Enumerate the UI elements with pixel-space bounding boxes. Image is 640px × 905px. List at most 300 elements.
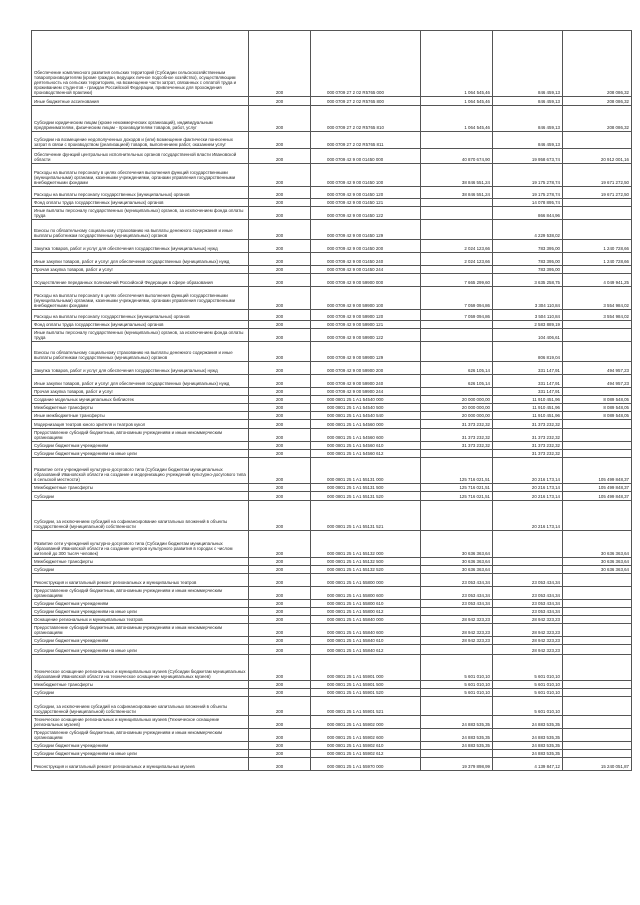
row-unexecuted-amount: 105 499 848,37 — [563, 458, 632, 484]
table-row — [32, 149, 632, 164]
row-description: Предоставление субсидий бюджетным, автономным учреждениям и иным некоммерческим организациям — [32, 624, 249, 637]
row-approved-amount — [421, 608, 493, 616]
row-budget-code: 000 0801 25 1 A1 54560 610 — [311, 442, 421, 450]
row-unexecuted-amount — [563, 450, 632, 458]
table-row — [32, 600, 632, 608]
row-approved-amount: 28 942 323,23 — [421, 616, 493, 624]
row-approved-amount: 20 000 000,00 — [421, 396, 493, 404]
row-executed-amount: 783 395,00 — [493, 253, 563, 266]
row-budget-code: 000 0801 25 1 A1 54560 000 — [311, 420, 421, 429]
table-row — [32, 655, 632, 681]
row-description: Межбюджетные трансферты — [32, 484, 249, 492]
row-line-code: 200 — [249, 362, 311, 375]
row-executed-amount: 31 373 232,32 — [493, 450, 563, 458]
row-unexecuted-amount — [563, 681, 632, 689]
table-row — [32, 742, 632, 750]
row-description: Субсидии — [32, 689, 249, 697]
row-line-code: 200 — [249, 531, 311, 558]
row-budget-code: 000 0801 25 1 A1 55800 610 — [311, 600, 421, 608]
row-line-code: 200 — [249, 716, 311, 729]
row-approved-amount — [421, 266, 493, 274]
row-executed-amount: 19 175 278,74 — [493, 187, 563, 199]
row-approved-amount: 30 636 363,64 — [421, 531, 493, 558]
row-budget-code: 000 0709 42 9 00 59900 122 — [311, 329, 421, 342]
row-approved-amount: 38 846 551,24 — [421, 187, 493, 199]
row-description: Развитие сети учреждений культурно-досугового типа (Субсидии бюджетам муниципальных образований Ивановской области на создание центров культурного развития в городах с числом жителей до 300 тысяч человек) — [32, 531, 249, 558]
row-line-code: 200 — [249, 199, 311, 207]
table-row — [32, 716, 632, 729]
table-row — [32, 492, 632, 501]
row-budget-code: 000 0801 25 1 A1 55800 612 — [311, 608, 421, 616]
row-approved-amount — [421, 697, 493, 716]
table-row — [32, 321, 632, 329]
row-unexecuted-amount: 20 912 001,16 — [563, 149, 632, 164]
row-budget-code: 000 0709 42 9 00 59900 000 — [311, 274, 421, 287]
row-executed-amount: 806 819,04 — [493, 342, 563, 362]
row-line-code: 200 — [249, 396, 311, 404]
row-executed-amount: 846 459,13 — [493, 132, 563, 149]
row-line-code: 200 — [249, 429, 311, 442]
row-description: Субсидии, за исключением субсидий на софинансирование капитальных вложений в объекты государственной (муниципальной) собственности — [32, 501, 249, 531]
row-approved-amount: 7 665 299,60 — [421, 274, 493, 287]
row-executed-amount: 11 910 451,96 — [493, 396, 563, 404]
table-row — [32, 442, 632, 450]
table-row — [32, 187, 632, 199]
row-budget-code: 000 0801 25 1 A1 55131 521 — [311, 501, 421, 531]
row-description: Прочая закупка товаров, работ и услуг — [32, 388, 249, 396]
row-unexecuted-amount: 208 086,32 — [563, 31, 632, 97]
table-row — [32, 616, 632, 624]
table-row — [32, 412, 632, 420]
row-budget-code: 000 0709 42 9 00 59900 121 — [311, 321, 421, 329]
table-row — [32, 310, 632, 321]
table-row — [32, 566, 632, 574]
row-executed-amount: 3 504 110,84 — [493, 310, 563, 321]
row-budget-code: 000 0709 42 9 00 59900 129 — [311, 342, 421, 362]
row-budget-code: 000 0801 25 1 A1 54540 540 — [311, 412, 421, 420]
row-description: Иные бюджетные ассигнования — [32, 97, 249, 106]
row-unexecuted-amount — [563, 574, 632, 587]
row-executed-amount: 24 883 535,35 — [493, 729, 563, 742]
row-executed-amount: 19 958 673,74 — [493, 149, 563, 164]
row-line-code: 200 — [249, 164, 311, 187]
row-budget-code: 000 0709 27 2 02 R5765 000 — [311, 31, 421, 97]
row-unexecuted-amount — [563, 342, 632, 362]
row-description: Взносы по обязательному социальному страхованию на выплаты денежного содержания и иные выплаты работникам государственных (муниципальных) органов — [32, 220, 249, 240]
row-executed-amount: 331 147,91 — [493, 375, 563, 388]
row-executed-amount: 20 216 173,14 — [493, 492, 563, 501]
row-approved-amount: 1 064 545,46 — [421, 97, 493, 106]
row-unexecuted-amount: 19 671 272,50 — [563, 164, 632, 187]
row-budget-code: 000 0801 25 1 A1 55902 610 — [311, 742, 421, 750]
row-budget-code: 000 0709 42 9 00 01450 120 — [311, 187, 421, 199]
row-line-code: 200 — [249, 501, 311, 531]
row-executed-amount: 20 216 173,14 — [493, 458, 563, 484]
row-unexecuted-amount — [563, 655, 632, 681]
table-row — [32, 106, 632, 132]
row-unexecuted-amount — [563, 624, 632, 637]
row-unexecuted-amount: 8 089 548,05 — [563, 396, 632, 404]
row-budget-code: 000 0801 25 1 A1 55840 610 — [311, 637, 421, 645]
row-line-code: 200 — [249, 412, 311, 420]
row-budget-code: 000 0801 25 1 A1 55901 520 — [311, 689, 421, 697]
table-row — [32, 758, 632, 771]
row-unexecuted-amount — [563, 501, 632, 531]
row-description: Обеспечение функций центральных исполнительных органов государственной власти Ивановской области — [32, 149, 249, 164]
row-line-code: 200 — [249, 220, 311, 240]
row-line-code: 200 — [249, 442, 311, 450]
row-approved-amount — [421, 450, 493, 458]
row-budget-code: 000 0801 25 1 A1 55800 600 — [311, 587, 421, 600]
row-approved-amount: 20 000 000,00 — [421, 412, 493, 420]
row-budget-code: 000 0801 25 1 A1 55902 600 — [311, 729, 421, 742]
row-approved-amount — [421, 645, 493, 655]
budget-table — [31, 30, 632, 771]
row-line-code: 200 — [249, 31, 311, 97]
row-approved-amount: 28 942 323,23 — [421, 637, 493, 645]
row-executed-amount: 4 139 847,12 — [493, 758, 563, 771]
row-executed-amount: 846 459,13 — [493, 31, 563, 97]
row-budget-code: 000 0709 42 9 00 01450 100 — [311, 164, 421, 187]
row-executed-amount: 19 175 278,74 — [493, 164, 563, 187]
row-executed-amount: 20 216 173,14 — [493, 501, 563, 531]
row-unexecuted-amount — [563, 716, 632, 729]
row-line-code: 200 — [249, 758, 311, 771]
row-unexecuted-amount: 494 957,23 — [563, 362, 632, 375]
row-description: Субсидии бюджетным учреждениям на иные цели — [32, 608, 249, 616]
row-description: Иные межбюджетные трансферты — [32, 412, 249, 420]
row-executed-amount: 846 459,13 — [493, 106, 563, 132]
row-approved-amount: 23 053 434,34 — [421, 574, 493, 587]
row-budget-code: 000 0709 42 9 00 01450 244 — [311, 266, 421, 274]
row-unexecuted-amount: 19 671 272,50 — [563, 187, 632, 199]
row-unexecuted-amount: 15 240 051,87 — [563, 758, 632, 771]
row-description: Субсидии бюджетным учреждениям — [32, 742, 249, 750]
row-budget-code: 000 0801 25 1 A1 55131 000 — [311, 458, 421, 484]
row-unexecuted-amount: 3 554 984,02 — [563, 287, 632, 310]
row-description: Фонд оплаты труда государственных (муниципальных) органов — [32, 199, 249, 207]
row-unexecuted-amount — [563, 321, 632, 329]
row-line-code: 200 — [249, 420, 311, 429]
row-budget-code: 000 0709 42 9 00 01450 240 — [311, 253, 421, 266]
row-executed-amount: 866 844,96 — [493, 207, 563, 220]
row-executed-amount: 4 229 538,02 — [493, 220, 563, 240]
row-description: Иные закупки товаров, работ и услуг для обеспечения государственных (муниципальных) нужд — [32, 253, 249, 266]
table-row — [32, 274, 632, 287]
row-approved-amount: 28 942 323,23 — [421, 624, 493, 637]
row-description: Субсидии — [32, 566, 249, 574]
row-description: Субсидии бюджетным учреждениям — [32, 600, 249, 608]
row-budget-code: 000 0801 25 1 A1 55901 000 — [311, 655, 421, 681]
row-line-code: 200 — [249, 681, 311, 689]
row-executed-amount: 5 601 010,10 — [493, 697, 563, 716]
row-line-code: 200 — [249, 624, 311, 637]
table-row — [32, 574, 632, 587]
row-line-code: 200 — [249, 97, 311, 106]
row-approved-amount: 2 024 123,66 — [421, 240, 493, 253]
row-approved-amount — [421, 388, 493, 396]
row-budget-code: 000 0709 42 9 00 01450 129 — [311, 220, 421, 240]
row-approved-amount: 31 373 232,32 — [421, 442, 493, 450]
row-budget-code: 000 0801 25 1 A1 54540 000 — [311, 396, 421, 404]
row-description: Расходы на выплаты персоналу государственных (муниципальных) органов — [32, 310, 249, 321]
row-line-code: 200 — [249, 240, 311, 253]
row-line-code: 200 — [249, 655, 311, 681]
row-executed-amount: 28 942 323,23 — [493, 637, 563, 645]
row-executed-amount — [493, 531, 563, 558]
row-description: Субсидии, за исключением субсидий на софинансирование капитальных вложений в объекты государственной (муниципальной) собственности — [32, 697, 249, 716]
table-row — [32, 199, 632, 207]
row-approved-amount: 24 883 535,35 — [421, 729, 493, 742]
row-executed-amount: 23 053 434,34 — [493, 574, 563, 587]
row-budget-code: 000 0709 42 9 00 01450 000 — [311, 149, 421, 164]
row-approved-amount: 5 601 010,10 — [421, 655, 493, 681]
row-line-code: 200 — [249, 566, 311, 574]
row-approved-amount — [421, 321, 493, 329]
row-unexecuted-amount — [563, 697, 632, 716]
row-unexecuted-amount: 105 499 848,37 — [563, 492, 632, 501]
row-budget-code: 000 0709 42 9 00 59900 120 — [311, 310, 421, 321]
table-row — [32, 608, 632, 616]
row-budget-code: 000 0801 25 1 A1 55131 520 — [311, 492, 421, 501]
row-description: Прочая закупка товаров, работ и услуг — [32, 266, 249, 274]
row-approved-amount: 626 105,14 — [421, 375, 493, 388]
row-executed-amount: 24 883 535,35 — [493, 742, 563, 750]
row-budget-code: 000 0709 27 2 02 R5765 811 — [311, 132, 421, 149]
row-description: Субсидии бюджетным учреждениям на иные цели — [32, 450, 249, 458]
row-description: Взносы по обязательному социальному страхованию на выплаты денежного содержания и иные выплаты работникам государственных (муниципальных) органов — [32, 342, 249, 362]
row-budget-code: 000 0709 27 2 02 R5765 800 — [311, 97, 421, 106]
row-executed-amount: 31 373 232,32 — [493, 442, 563, 450]
row-line-code: 200 — [249, 207, 311, 220]
row-description: Иные выплаты персоналу государственных (муниципальных) органов, за исключением фонда оплаты труда — [32, 207, 249, 220]
row-budget-code: 000 0801 25 1 A1 54540 500 — [311, 404, 421, 412]
row-approved-amount: 1 064 545,46 — [421, 106, 493, 132]
table-row — [32, 253, 632, 266]
row-line-code: 200 — [249, 558, 311, 566]
row-description: Субсидии бюджетным учреждениям на иные цели — [32, 750, 249, 758]
budget-table-body — [32, 31, 632, 771]
table-row — [32, 558, 632, 566]
row-budget-code: 000 0801 25 1 A1 55840 600 — [311, 624, 421, 637]
row-line-code: 200 — [249, 342, 311, 362]
row-approved-amount — [421, 329, 493, 342]
row-unexecuted-amount — [563, 608, 632, 616]
table-row — [32, 375, 632, 388]
row-approved-amount: 5 601 010,10 — [421, 689, 493, 697]
row-executed-amount: 331 147,91 — [493, 388, 563, 396]
row-line-code: 200 — [249, 329, 311, 342]
row-budget-code: 000 0801 25 1 A1 55902 000 — [311, 716, 421, 729]
row-approved-amount: 23 053 434,34 — [421, 600, 493, 608]
row-budget-code: 000 0801 25 1 A1 55970 000 — [311, 758, 421, 771]
row-approved-amount: 7 059 094,86 — [421, 310, 493, 321]
row-description: Предоставление субсидий бюджетным, автономным учреждениям и иным некоммерческим организациям — [32, 729, 249, 742]
row-approved-amount — [421, 501, 493, 531]
row-description: Иные закупки товаров, работ и услуг для обеспечения государственных (муниципальных) нужд — [32, 375, 249, 388]
table-row — [32, 697, 632, 716]
row-approved-amount: 31 373 232,32 — [421, 420, 493, 429]
row-executed-amount: 331 147,91 — [493, 362, 563, 375]
row-unexecuted-amount: 1 240 728,66 — [563, 253, 632, 266]
row-executed-amount: 5 601 010,10 — [493, 655, 563, 681]
row-executed-amount: 5 601 010,10 — [493, 681, 563, 689]
row-line-code: 200 — [249, 149, 311, 164]
row-budget-code: 000 0801 25 1 A1 55902 612 — [311, 750, 421, 758]
row-approved-amount: 23 053 434,34 — [421, 587, 493, 600]
row-description: Субсидии бюджетным учреждениям — [32, 442, 249, 450]
row-approved-amount: 40 870 674,90 — [421, 149, 493, 164]
row-description: Предоставление субсидий бюджетным, автономным учреждениям и иным некоммерческим организациям — [32, 587, 249, 600]
row-unexecuted-amount — [563, 750, 632, 758]
table-row — [32, 220, 632, 240]
row-description: Закупка товаров, работ и услуг для обеспечения государственных (муниципальных) нужд — [32, 362, 249, 375]
row-line-code: 200 — [249, 404, 311, 412]
row-line-code: 200 — [249, 742, 311, 750]
row-budget-code: 000 0709 42 9 00 01450 200 — [311, 240, 421, 253]
row-line-code: 200 — [249, 388, 311, 396]
row-description: Расходы на выплаты персоналу в целях обеспечения выполнения функций государственными (муниципальными) органами, казенными учреждениями, органами управления государственными внебюджетными фондами — [32, 287, 249, 310]
row-description: Фонд оплаты труда государственных (муниципальных) органов — [32, 321, 249, 329]
table-row — [32, 404, 632, 412]
table-row — [32, 266, 632, 274]
row-approved-amount — [421, 220, 493, 240]
row-approved-amount — [421, 207, 493, 220]
row-budget-code: 000 0709 42 9 00 59900 100 — [311, 287, 421, 310]
row-line-code: 200 — [249, 587, 311, 600]
row-executed-amount: 14 078 895,74 — [493, 199, 563, 207]
row-executed-amount: 28 942 323,23 — [493, 624, 563, 637]
row-description: Модернизация театров юного зрителя и театров кукол — [32, 420, 249, 429]
row-budget-code: 000 0709 27 2 02 R5765 810 — [311, 106, 421, 132]
row-executed-amount: 23 053 434,34 — [493, 600, 563, 608]
row-approved-amount: 2 024 123,66 — [421, 253, 493, 266]
row-approved-amount: 125 716 021,51 — [421, 458, 493, 484]
row-budget-code: 000 0801 25 1 A1 55132 000 — [311, 531, 421, 558]
table-row — [32, 132, 632, 149]
row-budget-code: 000 0709 42 9 00 59900 200 — [311, 362, 421, 375]
row-description: Субсидии юридическим лицам (кроме некоммерческих организаций), индивидуальным предпринимателям, физическим лицам - производителям товаров, работ, услуг — [32, 106, 249, 132]
row-executed-amount: 24 883 535,35 — [493, 716, 563, 729]
row-budget-code: 000 0709 42 9 00 01450 121 — [311, 199, 421, 207]
row-unexecuted-amount — [563, 587, 632, 600]
row-unexecuted-amount — [563, 266, 632, 274]
row-approved-amount — [421, 132, 493, 149]
row-executed-amount: 23 053 434,34 — [493, 608, 563, 616]
row-approved-amount: 1 064 545,46 — [421, 31, 493, 97]
row-unexecuted-amount — [563, 616, 632, 624]
row-unexecuted-amount — [563, 199, 632, 207]
row-unexecuted-amount — [563, 689, 632, 697]
row-line-code: 200 — [249, 132, 311, 149]
row-unexecuted-amount: 30 636 363,64 — [563, 566, 632, 574]
row-description: Иные выплаты персоналу государственных (муниципальных) органов, за исключением фонда оплаты труда — [32, 329, 249, 342]
row-budget-code: 000 0801 25 1 A1 55901 500 — [311, 681, 421, 689]
row-line-code: 200 — [249, 321, 311, 329]
table-row — [32, 31, 632, 97]
row-approved-amount: 19 379 898,99 — [421, 758, 493, 771]
row-executed-amount: 104 406,61 — [493, 329, 563, 342]
row-budget-code: 000 0801 25 1 A1 55840 000 — [311, 616, 421, 624]
row-approved-amount: 125 716 021,51 — [421, 484, 493, 492]
row-line-code: 200 — [249, 608, 311, 616]
row-line-code: 200 — [249, 645, 311, 655]
table-row — [32, 240, 632, 253]
row-description: Субсидии — [32, 492, 249, 501]
table-row — [32, 689, 632, 697]
row-executed-amount: 28 942 323,23 — [493, 616, 563, 624]
row-line-code: 200 — [249, 187, 311, 199]
row-description: Расходы на выплаты персоналу в целях обеспечения выполнения функций государственными (муниципальными) органами, казенными учреждениями, органами управления государственными внебюджетными фондами — [32, 164, 249, 187]
table-row — [32, 645, 632, 655]
row-description: Реконструкция и капитальный ремонт региональных и муниципальных музеев — [32, 758, 249, 771]
row-executed-amount: 23 053 434,34 — [493, 587, 563, 600]
row-unexecuted-amount — [563, 207, 632, 220]
row-description: Субсидии бюджетным учреждениям на иные цели — [32, 645, 249, 655]
row-budget-code: 000 0801 25 1 A1 55901 521 — [311, 697, 421, 716]
row-line-code: 200 — [249, 729, 311, 742]
table-row — [32, 429, 632, 442]
row-line-code: 200 — [249, 106, 311, 132]
table-row — [32, 501, 632, 531]
row-executed-amount: 11 910 451,96 — [493, 412, 563, 420]
row-description: Обеспечение комплексного развития сельских территорий (Субсидии сельскохозяйственным товаропроизводителям (кроме граждан, ведущих личное подсобное хозяйство), осуществляющим деятельность на сельских территориях, на возмещение части затрат, связанных с оплатой труда и проживанием студентов - граждан Российской Федерации, привлеченных для прохождения производственной практики) — [32, 31, 249, 97]
row-budget-code: 000 0801 25 1 A1 55132 500 — [311, 558, 421, 566]
row-line-code: 200 — [249, 750, 311, 758]
row-executed-amount — [493, 558, 563, 566]
row-description: Осуществление переданных полномочий Российской Федерации в сфере образования — [32, 274, 249, 287]
table-row — [32, 450, 632, 458]
table-row — [32, 624, 632, 637]
row-executed-amount: 5 601 010,10 — [493, 689, 563, 697]
row-unexecuted-amount: 8 089 548,05 — [563, 404, 632, 412]
table-row — [32, 388, 632, 396]
row-unexecuted-amount — [563, 600, 632, 608]
row-line-code: 200 — [249, 375, 311, 388]
table-row — [32, 342, 632, 362]
row-line-code: 200 — [249, 253, 311, 266]
row-line-code: 200 — [249, 574, 311, 587]
row-unexecuted-amount — [563, 637, 632, 645]
row-line-code: 200 — [249, 310, 311, 321]
row-line-code: 200 — [249, 697, 311, 716]
row-approved-amount — [421, 342, 493, 362]
row-line-code: 200 — [249, 600, 311, 608]
row-description: Субсидии на возмещение недополученных доходов и (или) возмещение фактически понесенных затрат в связи с производством (реализацией) товаров, выполнением работ, оказанием услуг — [32, 132, 249, 149]
row-budget-code: 000 0709 42 9 00 01450 122 — [311, 207, 421, 220]
table-row — [32, 287, 632, 310]
row-budget-code: 000 0801 25 1 A1 55131 500 — [311, 484, 421, 492]
table-row — [32, 531, 632, 558]
row-approved-amount: 31 373 232,32 — [421, 429, 493, 442]
row-line-code: 200 — [249, 637, 311, 645]
table-row — [32, 750, 632, 758]
row-approved-amount: 24 883 535,35 — [421, 716, 493, 729]
row-unexecuted-amount: 208 086,32 — [563, 97, 632, 106]
row-line-code: 200 — [249, 616, 311, 624]
row-description: Межбюджетные трансферты — [32, 681, 249, 689]
row-unexecuted-amount — [563, 388, 632, 396]
table-row — [32, 458, 632, 484]
row-executed-amount: 20 216 173,14 — [493, 484, 563, 492]
table-row — [32, 207, 632, 220]
row-line-code: 200 — [249, 484, 311, 492]
table-row — [32, 637, 632, 645]
row-executed-amount: 31 373 232,32 — [493, 420, 563, 429]
row-executed-amount — [493, 566, 563, 574]
row-approved-amount: 24 883 535,35 — [421, 742, 493, 750]
row-description: Развитие сети учреждений культурно-досугового типа (Субсидии бюджетам муниципальных образований Ивановской области на создание и модернизацию учреждений культурно-досугового типа в сельской местности) — [32, 458, 249, 484]
